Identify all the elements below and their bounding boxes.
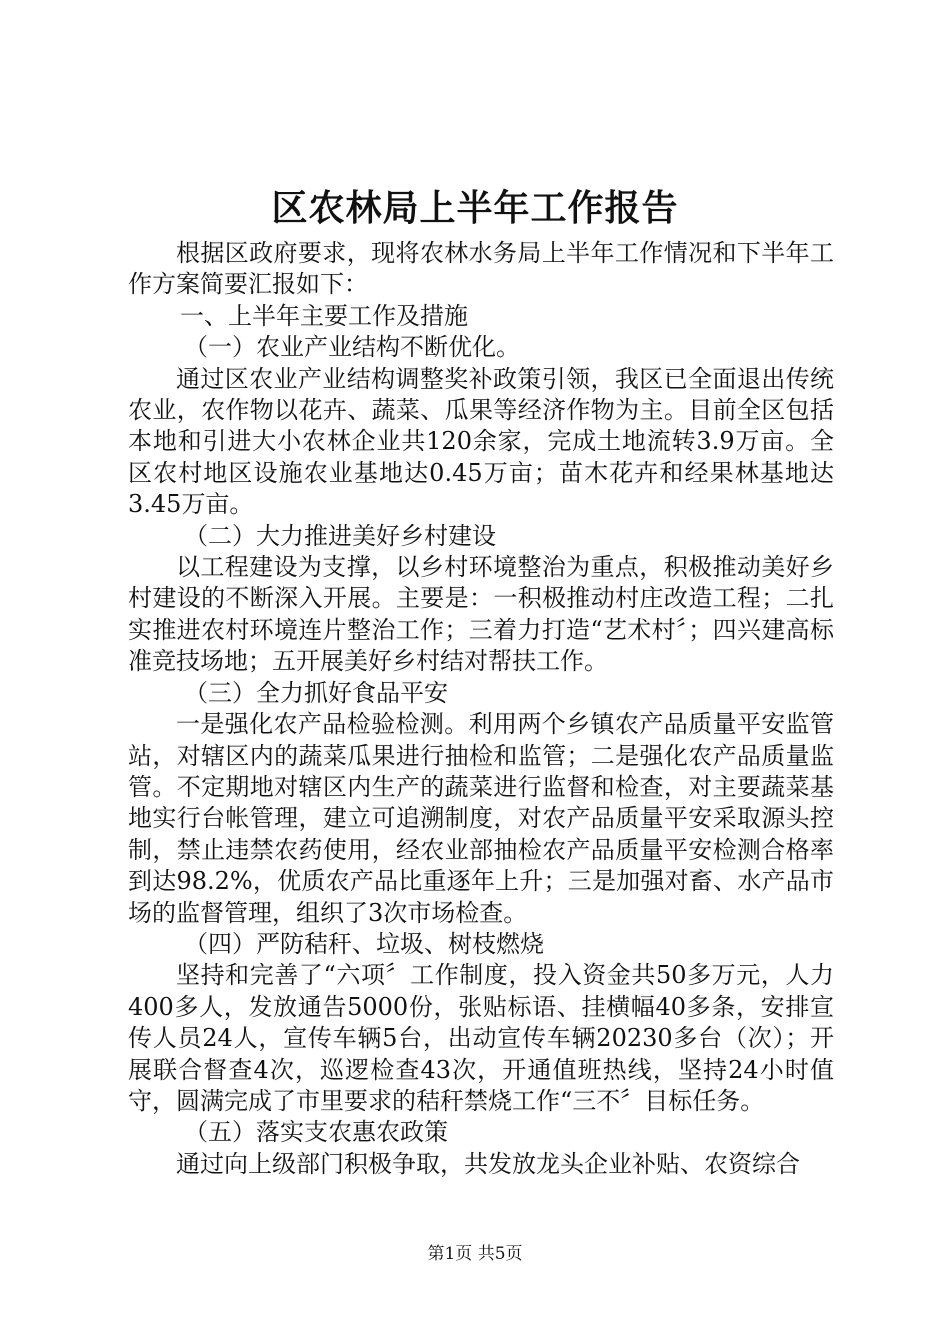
item-paragraph-4: 坚持和完善了“六项〞工作制度，投入资金共50多万元，人力400多人，发放通告5000份，张贴标语、挂横幅40多条，安排宣传人员24人，宣传车辆5台，出动宣传车辆20230多台（次）；开展联合督查4次，巡逻检查43次，开通值班热线，坚持24小时值守，圆满完成了市里要求的秸秆禁烧工作“三不〞目标任务。 [128, 961, 834, 1115]
document-body [128, 238, 834, 1180]
item-heading-5: （五）落实支农惠农政策 [184, 1118, 448, 1147]
item-heading-1: （一）农业产业结构不断优化。 [184, 333, 520, 362]
item-heading-3: （三）全力抓好食品平安 [184, 678, 448, 707]
section-heading: 一、上半年主要工作及措施 [180, 301, 468, 330]
page-number-footer: 第1页 共5页 [427, 1244, 523, 1264]
document-title: 区农林局上半年工作报告 [271, 187, 679, 229]
item-paragraph-5: 通过向上级部门积极争取，共发放龙头企业补贴、农资综合 [176, 1149, 800, 1178]
item-paragraph-2: 以工程建设为支撑，以乡村环境整治为重点，积极推动美好乡村建设的不断深入开展。主要是：一积极推动村庄改造工程；二扎实推进农村环境连片整治工作；三着力打造“艺术村〞；四兴建高标准竞技场地；五开展美好乡村结对帮扶工作。 [128, 553, 834, 676]
item-paragraph-3: 一是强化农产品检验检测。利用两个乡镇农产品质量平安监管站，对辖区内的蔬菜瓜果进行抽检和监管；二是强化农产品质量监管。不定期地对辖区内生产的蔬菜进行监督和检查，对主要蔬菜基地实行台帐管理，建立可追溯制度，对农产品质量平安采取源头控制，禁止违禁农药使用，经农业部抽检农产品质量平安检测合格率到达98.2%，优质农产品比重逐年上升；三是加强对畜、水产品市场的监督管理，组织了3次市场检查。 [128, 710, 834, 927]
item-heading-4: （四）严防秸秆、垃圾、树枝燃烧 [184, 929, 544, 958]
intro-paragraph: 根据区政府要求，现将农林水务局上半年工作情况和下半年工作方案简要汇报如下： [128, 239, 834, 299]
item-heading-2: （二）大力推进美好乡村建设 [184, 521, 496, 550]
item-paragraph-1: 通过区农业产业结构调整奖补政策引领，我区已全面退出传统农业，农作物以花卉、蔬菜、瓜果等经济作物为主。目前全区包括本地和引进大小农林企业共120余家，完成土地流转3.9万亩。全区农村地区设施农业基地达0.45万亩；苗木花卉和经果林基地达3.45万亩。 [128, 364, 834, 519]
